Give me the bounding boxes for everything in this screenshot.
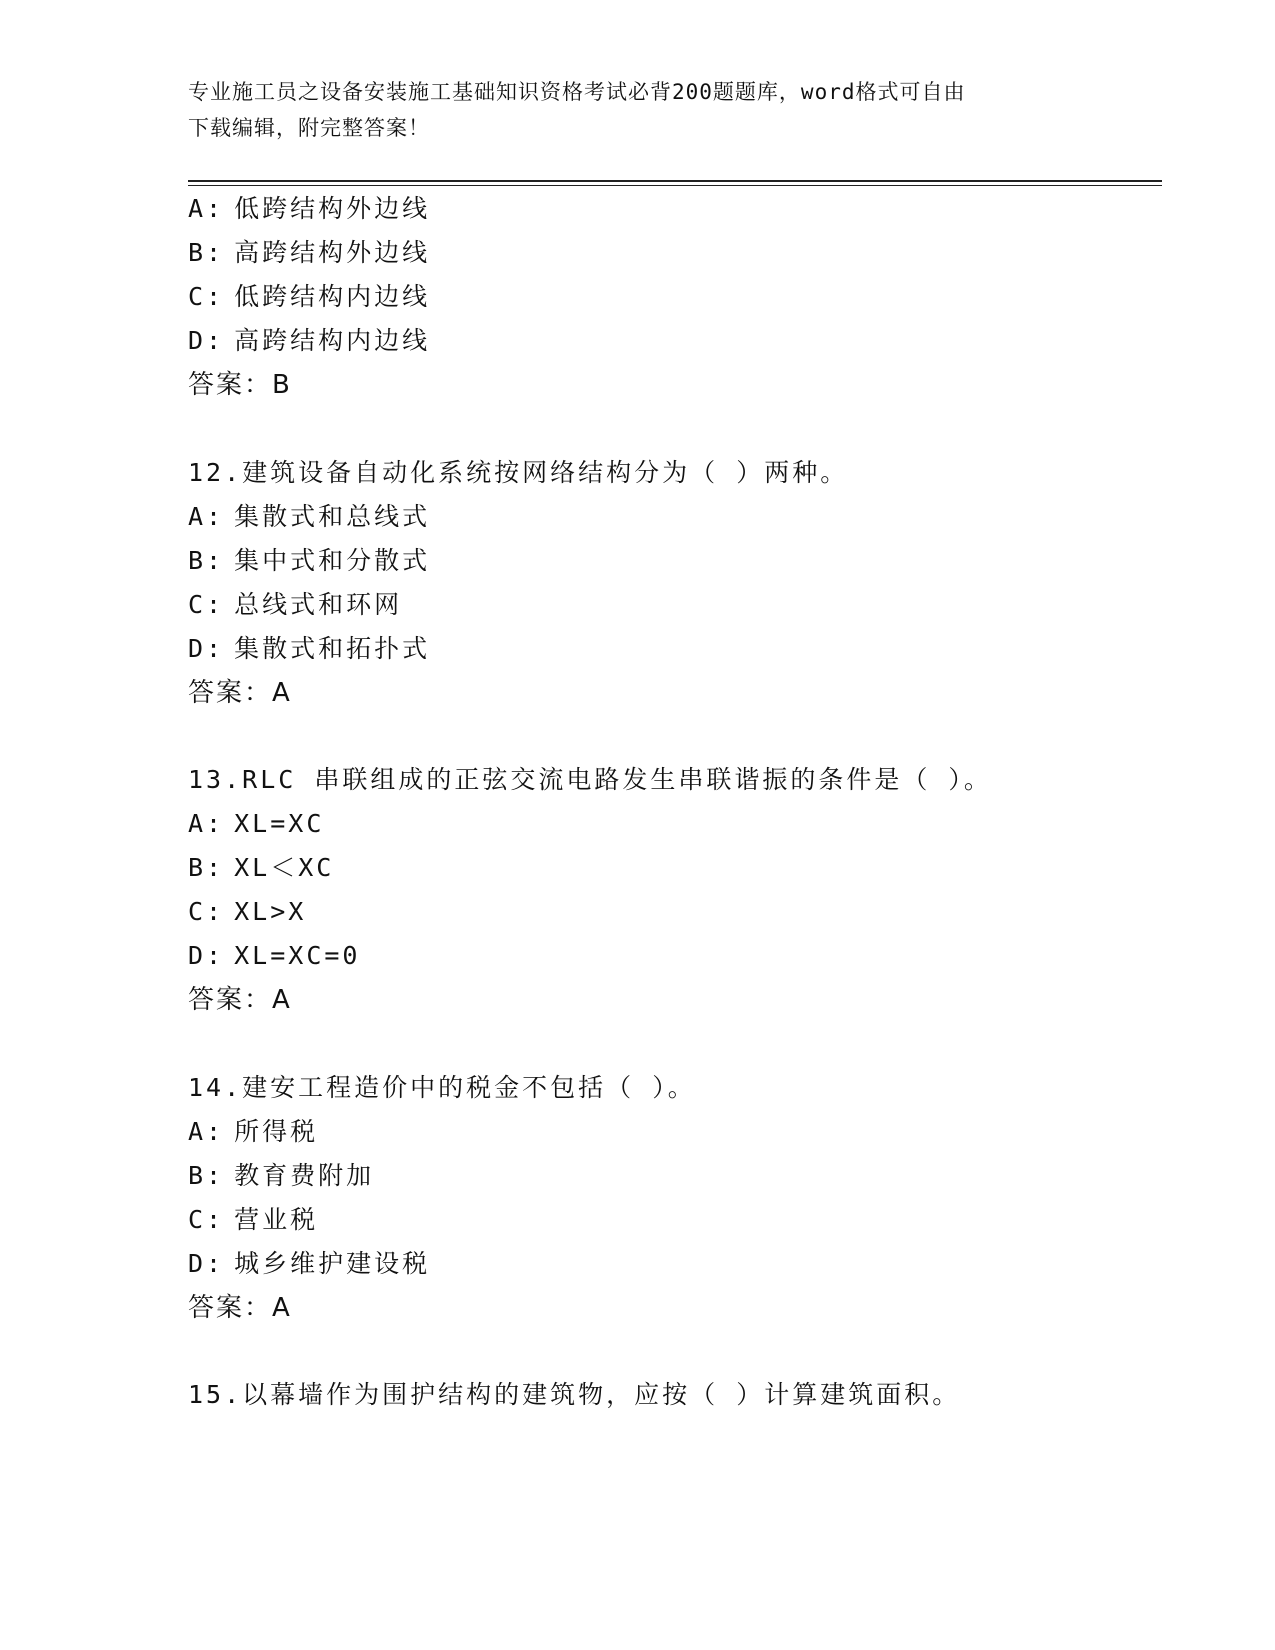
q14-option-d — [188, 1244, 430, 1284]
q14-answer: 答案：A — [188, 1293, 292, 1323]
option-letter: B: — [188, 238, 225, 267]
q11-answer: 答案：B — [188, 370, 292, 400]
option-letter: A: — [188, 194, 225, 223]
header-rule-thin — [188, 185, 1162, 186]
header-rule-thick — [188, 180, 1162, 182]
q14-option-c — [188, 1200, 318, 1240]
option-text: 低跨结构外边线 — [234, 194, 431, 223]
q14-option-a — [188, 1112, 318, 1152]
q11-option-b — [188, 233, 430, 273]
option-letter: D: — [188, 326, 225, 355]
q14-question: 14.建安工程造价中的税金不包括（ ）。 — [188, 1073, 696, 1102]
option-letter: A: — [188, 809, 225, 838]
q12-answer: 答案：A — [188, 678, 292, 708]
option-text: XL＜XC — [234, 853, 335, 882]
q13-option-c — [188, 892, 306, 932]
q11-option-c — [188, 277, 430, 317]
q13-option-b — [188, 848, 334, 888]
option-text: 高跨结构外边线 — [234, 238, 431, 267]
option-letter: C: — [188, 590, 225, 619]
q15-question: 15.以幕墙作为围护结构的建筑物，应按（ ）计算建筑面积。 — [188, 1380, 961, 1409]
q13-question: 13.RLC 串联组成的正弦交流电路发生串联谐振的条件是（ ）。 — [188, 765, 992, 794]
option-letter: B: — [188, 546, 225, 575]
option-text: 低跨结构内边线 — [234, 282, 431, 311]
q11-option-d — [188, 321, 430, 361]
option-letter: B: — [188, 1161, 225, 1190]
option-letter: A: — [188, 502, 225, 531]
option-letter: D: — [188, 1249, 225, 1278]
option-letter: D: — [188, 634, 225, 663]
option-letter: C: — [188, 282, 225, 311]
q11-option-a — [188, 189, 430, 229]
q13-option-d — [188, 936, 360, 976]
option-text: 营业税 — [234, 1205, 319, 1234]
option-text: 高跨结构内边线 — [234, 326, 431, 355]
option-letter: C: — [188, 1205, 225, 1234]
option-letter: A: — [188, 1117, 225, 1146]
q13-option-a — [188, 804, 324, 844]
option-letter: B: — [188, 853, 225, 882]
option-text: 集中式和分散式 — [234, 546, 431, 575]
option-text: 教育费附加 — [234, 1161, 375, 1190]
q12-option-c — [188, 585, 402, 625]
q12-option-d — [188, 629, 430, 669]
q12-option-a — [188, 497, 430, 537]
option-text: 集散式和总线式 — [234, 502, 431, 531]
option-letter: D: — [188, 941, 225, 970]
option-text: 总线式和环网 — [234, 590, 403, 619]
header-line-2: 下载编辑，附完整答案！ — [188, 116, 430, 140]
option-text: XL>X — [234, 897, 307, 926]
option-text: XL=XC — [234, 809, 325, 838]
option-text: 集散式和拓扑式 — [234, 634, 431, 663]
q13-answer: 答案：A — [188, 985, 292, 1015]
document-header — [188, 74, 1088, 146]
option-letter: C: — [188, 897, 225, 926]
q12-question: 12.建筑设备自动化系统按网络结构分为（ ）两种。 — [188, 458, 849, 487]
option-text: 所得税 — [234, 1117, 319, 1146]
q12-option-b — [188, 541, 430, 581]
option-text: XL=XC=0 — [234, 941, 361, 970]
option-text: 城乡维护建设税 — [234, 1249, 431, 1278]
header-line-1: 专业施工员之设备安装施工基础知识资格考试必背200题题库，word格式可自由 — [188, 80, 966, 104]
q14-option-b — [188, 1156, 374, 1196]
